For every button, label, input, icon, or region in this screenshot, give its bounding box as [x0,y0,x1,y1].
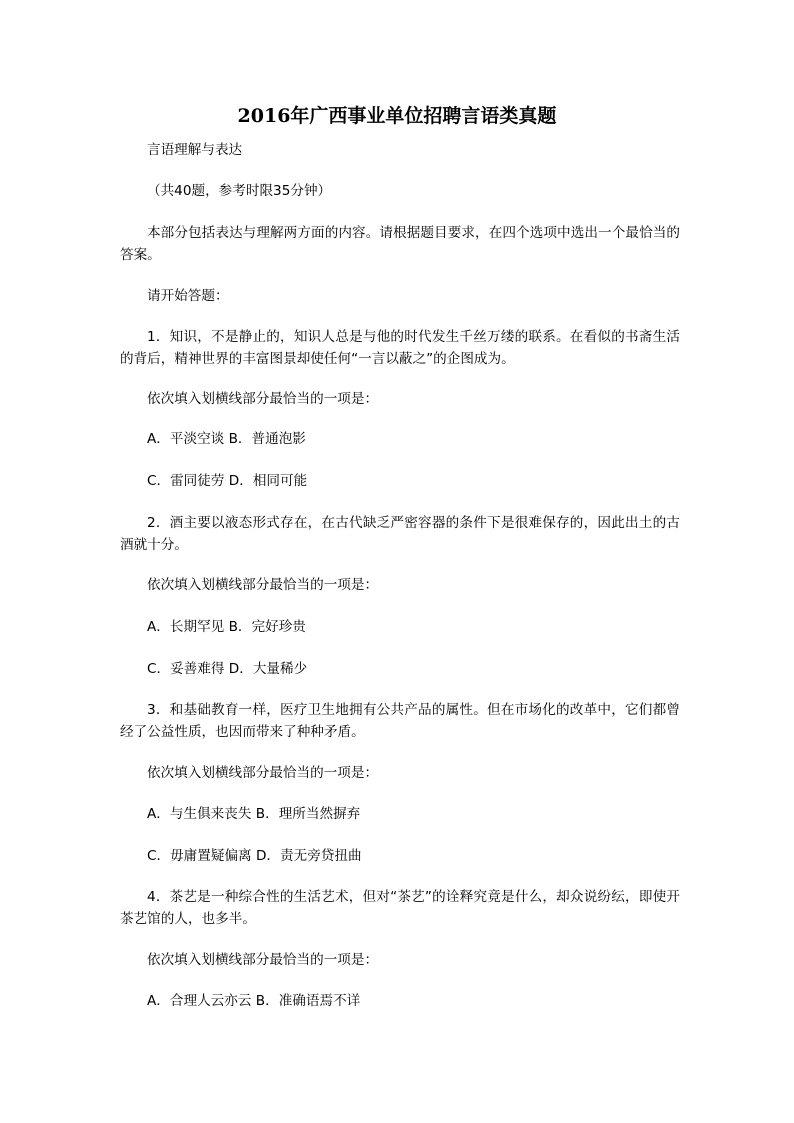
question-1-stem: 1．知识，不是静止的，知识人总是与他的时代发生千丝万缕的联系。在看似的书斋生活的背后，精神世界的丰富图景却使任何“一言以蔽之”的企图成为。 [120,329,680,367]
question-2-stem: 2．酒主要以液态形式存在，在古代缺乏严密容器的条件下是很难保存的，因此出土的古酒就十分。 [120,515,680,553]
start-prompt: 请开始答题： [147,288,229,304]
document-title: 2016年广西事业单位招聘言语类真题 [237,105,557,127]
question-1-options-cd: C．雷同徒劳 D．相同可能 [147,473,308,489]
question-4-options-ab: A．合理人云亦云 B．准确语焉不详 [147,993,361,1009]
question-3-stem: 3．和基础教育一样，医疗卫生地拥有公共产品的属性。但在市场化的改革中，它们都曾经了公益性质，也因而带来了种种矛盾。 [120,702,680,740]
question-3-options-cd: C．毋庸置疑偏离 D．责无旁贷扭曲 [147,848,362,864]
section-note: （共40题，参考时限35分钟） [147,183,332,199]
section-heading: 言语理解与表达 [147,142,243,158]
question-4-prompt: 依次填入划横线部分最恰当的一项是： [147,952,379,968]
question-2-options-cd: C．妥善难得 D．大量稀少 [147,661,308,677]
question-3-options-ab: A．与生俱来丧失 B．理所当然摒弃 [147,806,361,822]
question-1-prompt: 依次填入划横线部分最恰当的一项是： [147,391,379,407]
question-2-prompt: 依次填入划横线部分最恰当的一项是： [147,577,379,593]
question-4-stem: 4．茶艺是一种综合性的生活艺术，但对“茶艺”的诠释究竟是什么，却众说纷纭，即使开茶艺馆的人，也多半。 [120,889,680,927]
question-3-prompt: 依次填入划横线部分最恰当的一项是： [147,765,379,781]
question-2-options-ab: A．长期罕见 B．完好珍贵 [147,619,306,635]
question-1-options-ab: A．平淡空谈 B．普通泡影 [147,431,306,447]
instructions-paragraph: 本部分包括表达与理解两方面的内容。请根据题目要求，在四个选项中选出一个最恰当的答案。 [120,225,680,263]
